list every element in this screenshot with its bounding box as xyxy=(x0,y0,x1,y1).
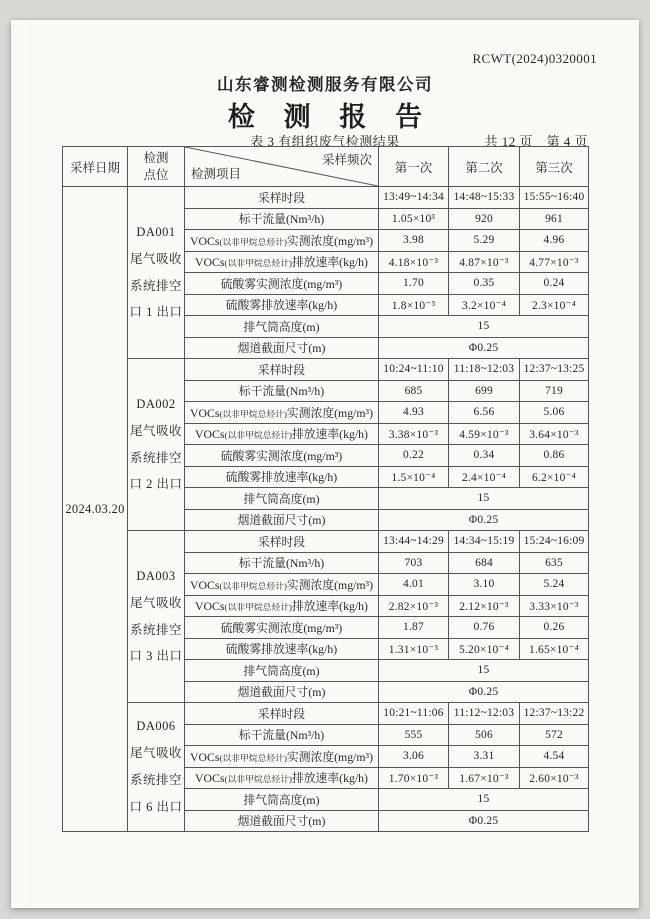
monitoring-point-line: DA003 xyxy=(136,568,176,583)
parameter-label-cell: 烟道截面尺寸(m) xyxy=(185,337,379,359)
parameter-label-note: (以非甲烷总烃计) xyxy=(219,752,287,763)
parameter-label-cell: 硫酸雾排放速率(kg/h) xyxy=(185,638,379,660)
value-cell: 14:48~15:33 xyxy=(449,187,520,209)
value-cell: 3.98 xyxy=(379,230,449,252)
parameter-label-cell: 采样时段 xyxy=(185,187,379,209)
parameter-label-text: 实测浓度(mg/m³) xyxy=(286,749,374,764)
value-cell: 3.64×10⁻³ xyxy=(520,423,589,445)
parameter-label-cell: 烟道截面尺寸(m) xyxy=(185,810,379,832)
parameter-label-cell xyxy=(185,402,379,424)
scan-artifact-line xyxy=(30,20,31,908)
results-table xyxy=(62,146,589,832)
merged-value-cell: 15 xyxy=(379,789,589,811)
table-row xyxy=(63,703,589,725)
value-cell: 699 xyxy=(449,380,520,402)
header-run-1: 第一次 xyxy=(379,147,449,187)
report-page xyxy=(11,20,639,908)
parameter-label-text: VOCs xyxy=(189,749,220,764)
parameter-label-cell: 标干流量(Nm³/h) xyxy=(185,552,379,574)
value-cell: 572 xyxy=(520,724,589,746)
value-cell: 5.20×10⁻⁴ xyxy=(449,638,520,660)
monitoring-point-line: 尾气吸收 xyxy=(129,251,182,266)
monitoring-point-line: 系统排空 xyxy=(129,278,182,293)
value-cell: 14:34~15:19 xyxy=(449,531,520,553)
value-cell: 961 xyxy=(520,208,589,230)
value-cell: 4.96 xyxy=(520,230,589,252)
header-row xyxy=(63,147,589,187)
parameter-label-cell xyxy=(185,595,379,617)
value-cell: 2.4×10⁻⁴ xyxy=(449,466,520,488)
header-sampling-frequency: 采样频次 xyxy=(321,153,372,167)
value-cell: 4.59×10⁻³ xyxy=(449,423,520,445)
value-cell: 920 xyxy=(449,208,520,230)
header-sampling-date: 采样日期 xyxy=(63,147,128,187)
value-cell: 1.87 xyxy=(379,617,449,639)
value-cell: 10:24~11:10 xyxy=(379,359,449,381)
value-cell: 0.22 xyxy=(379,445,449,467)
merged-value-cell: Φ0.25 xyxy=(379,810,589,832)
parameter-label-text: 实测浓度(mg/m³) xyxy=(286,577,374,592)
merged-value-cell: 15 xyxy=(379,488,589,510)
merged-value-cell: 15 xyxy=(379,660,589,682)
parameter-label-cell: 排气筒高度(m) xyxy=(185,660,379,682)
value-cell: 2.82×10⁻³ xyxy=(379,595,449,617)
parameter-label-cell: 排气筒高度(m) xyxy=(185,789,379,811)
parameter-label-text: 排放速率(kg/h) xyxy=(291,255,368,270)
value-cell: 15:24~16:09 xyxy=(520,531,589,553)
monitoring-point-line: 尾气吸收 xyxy=(129,423,182,438)
parameter-label-cell: 硫酸雾实测浓度(mg/m³) xyxy=(185,273,379,295)
parameter-label-text: VOCs xyxy=(195,255,225,270)
document-number: RCWT(2024)0320001 xyxy=(472,51,597,66)
monitoring-point-line: 口 6 出口 xyxy=(129,799,183,814)
value-cell: 1.70×10⁻³ xyxy=(379,767,449,789)
parameter-label-note: (以非甲烷总烃计) xyxy=(224,430,292,441)
header-monitoring-point: 检测 点位 xyxy=(128,147,185,187)
value-cell: 12:37~13:22 xyxy=(520,703,589,725)
value-cell: 3.10 xyxy=(449,574,520,596)
parameter-label-cell: 硫酸雾实测浓度(mg/m³) xyxy=(185,617,379,639)
parameter-label-cell xyxy=(185,574,379,596)
value-cell: 13:44~14:29 xyxy=(379,531,449,553)
value-cell: 13:49~14:34 xyxy=(379,187,449,209)
monitoring-point-line: 系统排空 xyxy=(129,450,182,465)
monitoring-point-line: 尾气吸收 xyxy=(129,595,182,610)
parameter-label-note: (以非甲烷总烃计) xyxy=(224,602,292,613)
value-cell: 3.33×10⁻³ xyxy=(520,595,589,617)
results-table-body xyxy=(63,187,589,832)
value-cell: 5.06 xyxy=(520,402,589,424)
value-cell: 11:18~12:03 xyxy=(449,359,520,381)
value-cell: 1.67×10⁻³ xyxy=(449,767,520,789)
company-name: 山东睿测检测服务有限公司 xyxy=(217,75,433,94)
value-cell: 3.31 xyxy=(449,746,520,768)
value-cell: 1.5×10⁻⁴ xyxy=(379,466,449,488)
value-cell: 0.86 xyxy=(520,445,589,467)
monitoring-point-cell xyxy=(128,187,185,359)
header-run-2: 第二次 xyxy=(449,147,520,187)
monitoring-point-cell xyxy=(128,531,185,703)
parameter-label-cell xyxy=(185,230,379,252)
parameter-label-cell xyxy=(185,423,379,445)
value-cell: 4.77×10⁻³ xyxy=(520,251,589,273)
parameter-label-text: VOCs xyxy=(189,233,220,248)
monitoring-point-line: 系统排空 xyxy=(129,773,182,787)
parameter-label-note: (以非甲烷总烃计) xyxy=(224,258,292,269)
header-run-3: 第三次 xyxy=(520,147,589,187)
parameter-label-cell xyxy=(185,251,379,273)
parameter-label-cell: 标干流量(Nm³/h) xyxy=(185,380,379,402)
value-cell: 6.2×10⁻⁴ xyxy=(520,466,589,488)
value-cell: 685 xyxy=(379,380,449,402)
value-cell: 6.56 xyxy=(449,402,520,424)
value-cell: 0.76 xyxy=(449,617,520,639)
parameter-label-cell: 采样时段 xyxy=(185,531,379,553)
value-cell: 506 xyxy=(449,724,520,746)
value-cell: 2.3×10⁻⁴ xyxy=(520,294,589,316)
value-cell: 684 xyxy=(449,552,520,574)
value-cell: 703 xyxy=(379,552,449,574)
parameter-label-cell: 排气筒高度(m) xyxy=(185,316,379,338)
value-cell: 1.8×10⁻³ xyxy=(379,294,449,316)
parameter-label-note: (以非甲烷总烃计) xyxy=(219,408,287,419)
value-cell: 1.31×10⁻³ xyxy=(379,638,449,660)
monitoring-point-line: 尾气吸收 xyxy=(129,746,182,761)
value-cell: 1.05×10³ xyxy=(379,208,449,230)
merged-value-cell: Φ0.25 xyxy=(379,509,589,531)
monitoring-point-line: DA006 xyxy=(136,719,176,734)
parameter-label-cell: 采样时段 xyxy=(185,703,379,725)
monitoring-point-cell xyxy=(128,359,185,531)
parameter-label-text: 排放速率(kg/h) xyxy=(291,771,368,786)
value-cell: 719 xyxy=(520,380,589,402)
monitoring-point-line: DA002 xyxy=(136,396,176,411)
value-cell: 1.65×10⁻⁴ xyxy=(520,638,589,660)
parameter-label-cell: 硫酸雾实测浓度(mg/m³) xyxy=(185,445,379,467)
parameter-label-cell: 标干流量(Nm³/h) xyxy=(185,208,379,230)
value-cell: 0.24 xyxy=(520,273,589,295)
value-cell: 4.01 xyxy=(379,574,449,596)
value-cell: 3.06 xyxy=(379,746,449,768)
merged-value-cell: Φ0.25 xyxy=(379,681,589,703)
parameter-label-note: (以非甲烷总烃计) xyxy=(219,580,287,591)
report-title: 检 测 报 告 xyxy=(227,102,434,132)
parameter-label-text: 排放速率(kg/h) xyxy=(291,599,368,614)
parameter-label-text: 实测浓度(mg/m³) xyxy=(286,405,374,420)
value-cell: 10:21~11:06 xyxy=(379,703,449,725)
parameter-label-text: 排放速率(kg/h) xyxy=(291,427,368,442)
table-row xyxy=(63,531,589,553)
header-test-item: 检测项目 xyxy=(191,167,242,181)
parameter-label-note: (以非甲烷总烃计) xyxy=(224,774,292,785)
value-cell: 4.54 xyxy=(520,746,589,768)
parameter-label-cell: 烟道截面尺寸(m) xyxy=(185,509,379,531)
parameter-label-cell: 排气筒高度(m) xyxy=(185,488,379,510)
value-cell: 2.12×10⁻³ xyxy=(449,595,520,617)
parameter-label-cell xyxy=(185,746,379,768)
monitoring-point-line: 口 2 出口 xyxy=(129,477,183,492)
monitoring-point-line: DA001 xyxy=(136,224,176,239)
merged-value-cell: Φ0.25 xyxy=(379,337,589,359)
value-cell: 3.38×10⁻³ xyxy=(379,423,449,445)
parameter-label-text: VOCs xyxy=(189,577,220,592)
value-cell: 5.29 xyxy=(449,230,520,252)
parameter-label-cell: 标干流量(Nm³/h) xyxy=(185,724,379,746)
value-cell: 11:12~12:03 xyxy=(449,703,520,725)
value-cell: 2.60×10⁻³ xyxy=(520,767,589,789)
value-cell: 0.34 xyxy=(449,445,520,467)
merged-value-cell: 15 xyxy=(379,316,589,338)
page-number-info: 共 12 页 第 4 页 xyxy=(484,134,588,149)
monitoring-point-line: 口 1 出口 xyxy=(129,305,183,320)
parameter-label-cell: 硫酸雾排放速率(kg/h) xyxy=(185,294,379,316)
value-cell: 4.87×10⁻³ xyxy=(449,251,520,273)
table-caption: 表 3 有组织废气检测结果 xyxy=(250,134,400,149)
value-cell: 1.70 xyxy=(379,273,449,295)
value-cell: 4.93 xyxy=(379,402,449,424)
table-row xyxy=(63,359,589,381)
header-diagonal-cell xyxy=(185,147,379,187)
parameter-label-cell: 硫酸雾排放速率(kg/h) xyxy=(185,466,379,488)
parameter-label-cell: 采样时段 xyxy=(185,359,379,381)
parameter-label-note: (以非甲烷总烃计) xyxy=(219,236,287,247)
parameter-label-text: VOCs xyxy=(195,427,225,442)
value-cell: 635 xyxy=(520,552,589,574)
parameter-label-cell xyxy=(185,767,379,789)
value-cell: 555 xyxy=(379,724,449,746)
results-table-header xyxy=(63,147,589,187)
parameter-label-text: VOCs xyxy=(189,405,220,420)
parameter-label-cell: 烟道截面尺寸(m) xyxy=(185,681,379,703)
value-cell: 0.35 xyxy=(449,273,520,295)
value-cell: 4.18×10⁻³ xyxy=(379,251,449,273)
parameter-label-text: VOCs xyxy=(195,771,225,786)
value-cell: 15:55~16:40 xyxy=(520,187,589,209)
monitoring-point-line: 系统排空 xyxy=(129,622,182,637)
monitoring-point-cell xyxy=(128,703,185,832)
sampling-date-cell: 2024.03.20 xyxy=(63,187,128,832)
monitoring-point-line: 口 3 出口 xyxy=(129,649,183,664)
table-row xyxy=(63,187,589,209)
value-cell: 12:37~13:25 xyxy=(520,359,589,381)
parameter-label-text: VOCs xyxy=(195,599,225,614)
value-cell: 3.2×10⁻⁴ xyxy=(449,294,520,316)
value-cell: 5.24 xyxy=(520,574,589,596)
parameter-label-text: 实测浓度(mg/m³) xyxy=(286,233,374,248)
value-cell: 0.26 xyxy=(520,617,589,639)
